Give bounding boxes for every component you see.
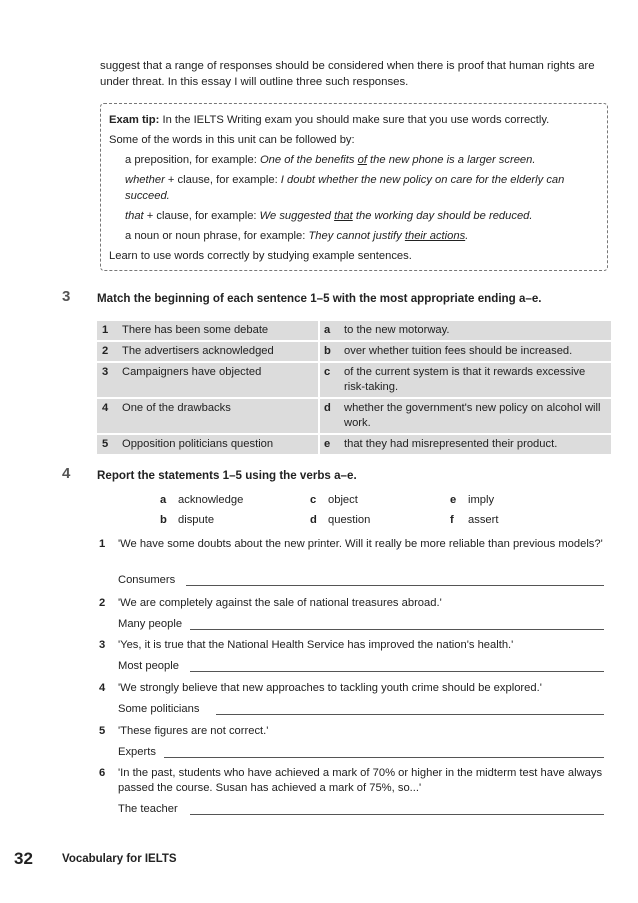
match-start: Opposition politicians question [118, 435, 320, 456]
ex2-pre-italic: whether [125, 174, 165, 186]
answer-line[interactable] [186, 585, 604, 586]
answer-start: Experts [118, 746, 156, 758]
match-row-5 [97, 435, 611, 456]
item-number: 4 [99, 682, 106, 694]
ex1-b: the new phone is a larger screen. [366, 154, 536, 166]
verb-letter: f [450, 514, 454, 526]
match-row-4 [97, 399, 611, 435]
match-start: The advertisers acknowledged [118, 342, 320, 363]
match-start: Campaigners have objected [118, 363, 320, 399]
match-number: 4 [97, 399, 118, 435]
exam-tip-example-2 [109, 172, 601, 204]
exam-tip-last: Learn to use words correctly by studying example sentences. [109, 250, 412, 262]
item-number: 3 [99, 639, 106, 651]
matching-table [97, 321, 611, 456]
ex1-a: One of the benefits [259, 154, 358, 166]
item-number: 6 [99, 767, 106, 779]
verb-option-c [310, 494, 358, 506]
exam-tip-line1 [109, 112, 601, 128]
match-end: to the new motorway. [340, 321, 611, 342]
verb-text: question [328, 514, 371, 526]
ex1-pre: a preposition, for example: [125, 154, 260, 166]
ex3-pre-italic: that [125, 210, 144, 222]
answer-line[interactable] [190, 671, 604, 672]
item-number: 2 [99, 597, 106, 609]
item-number: 5 [99, 725, 106, 737]
footer-title: Vocabulary for IELTS [62, 853, 177, 865]
answer-start: Some politicians [118, 703, 200, 715]
exam-tip-text: In the IELTS Writing exam you should make sure that you use words correctly. [159, 114, 550, 126]
match-letter: e [320, 435, 340, 456]
verb-option-f [450, 514, 498, 526]
match-number: 1 [97, 321, 118, 342]
match-end: of the current system is that it rewards excessive risk-taking. [340, 363, 611, 399]
ex3-underlined: that [334, 210, 353, 222]
match-number: 2 [97, 342, 118, 363]
verb-letter: c [310, 494, 317, 506]
verb-text: acknowledge [178, 494, 244, 506]
section-4-instruction: Report the statements 1–5 using the verbs a–e. [97, 469, 357, 482]
verb-letter: d [310, 514, 317, 526]
match-number: 5 [97, 435, 118, 456]
match-row-2 [97, 342, 611, 363]
intro-paragraph: suggest that a range of responses should be considered when there is proof that human rights are under threat. In this essay I will outline three such responses. [100, 60, 595, 88]
verb-option-b [160, 514, 214, 526]
match-start: One of the drawbacks [118, 399, 320, 435]
answer-start: The teacher [118, 803, 178, 815]
match-row-3 [97, 363, 611, 399]
item-quote: 'We strongly believe that new approaches to tackling youth crime should be explored.' [118, 682, 542, 694]
item-quote: 'We are completely against the sale of national treasures abroad.' [118, 597, 442, 609]
match-letter: a [320, 321, 340, 342]
match-row-1 [97, 321, 611, 342]
answer-line[interactable] [190, 629, 604, 630]
item-quote: 'We have some doubts about the new printer. Will it really be more reliable than previous models?' [118, 538, 603, 550]
ex3-b: the working day should be reduced. [352, 210, 533, 222]
ex3-pre: + clause, for example: [143, 210, 260, 222]
verb-letter: b [160, 514, 167, 526]
verb-option-a [160, 494, 243, 506]
ex4-underlined: their actions [404, 230, 466, 242]
answer-line[interactable] [164, 757, 604, 758]
section-4-number: 4 [62, 465, 71, 482]
exam-tip-example-4 [109, 228, 601, 244]
ex2-text: I doubt whether the new policy on care for the elderly can succeed. [125, 174, 565, 202]
verb-text: imply [468, 494, 495, 506]
item-quote: 'Yes, it is true that the National Health Service has improved the nation's health.' [118, 639, 514, 651]
verb-text: assert [468, 514, 499, 526]
exam-tip-line2: Some of the words in this unit can be followed by: [109, 134, 355, 146]
match-letter: d [320, 399, 340, 435]
ex4-a: They cannot justify [308, 230, 405, 242]
match-end: over whether tuition fees should be increased. [340, 342, 611, 363]
ex1-underlined: of [357, 154, 367, 166]
exam-tip-example-3 [109, 208, 601, 224]
answer-start: Consumers [118, 574, 176, 586]
verb-text: object [328, 494, 358, 506]
exam-tip-box [100, 103, 608, 271]
answer-start: Most people [118, 660, 179, 672]
item-quote: 'These figures are not correct.' [118, 725, 269, 737]
match-end: whether the government's new policy on alcohol will work. [340, 399, 611, 435]
answer-line[interactable] [216, 714, 604, 715]
exam-tip-label: Exam tip: [109, 114, 160, 126]
match-letter: c [320, 363, 340, 399]
answer-start: Many people [118, 618, 183, 630]
verb-letter: e [450, 494, 457, 506]
match-end: that they had misrepresented their product. [340, 435, 611, 456]
section-3-instruction: Match the beginning of each sentence 1–5 with the most appropriate ending a–e. [97, 292, 542, 305]
answer-line[interactable] [190, 814, 604, 815]
match-start: There has been some debate [118, 321, 320, 342]
verb-option-d [310, 514, 370, 526]
item-quote: 'In the past, students who have achieved a mark of 70% or higher in the midterm test have always passed the course. Susan has achieved a mark of 75%, so...' [118, 767, 603, 794]
ex4-pre: a noun or noun phrase, for example: [125, 230, 309, 242]
exam-tip-example-1 [109, 152, 601, 168]
ex4-b: . [465, 230, 469, 242]
section-3-number: 3 [62, 288, 71, 305]
verb-text: dispute [178, 514, 215, 526]
ex2-pre: + clause, for example: [164, 174, 281, 186]
verb-option-e [450, 494, 494, 506]
verb-letter: a [160, 494, 167, 506]
page-number: 32 [14, 849, 33, 868]
match-number: 3 [97, 363, 118, 399]
match-letter: b [320, 342, 340, 363]
ex3-a: We suggested [259, 210, 335, 222]
item-number: 1 [99, 538, 106, 550]
